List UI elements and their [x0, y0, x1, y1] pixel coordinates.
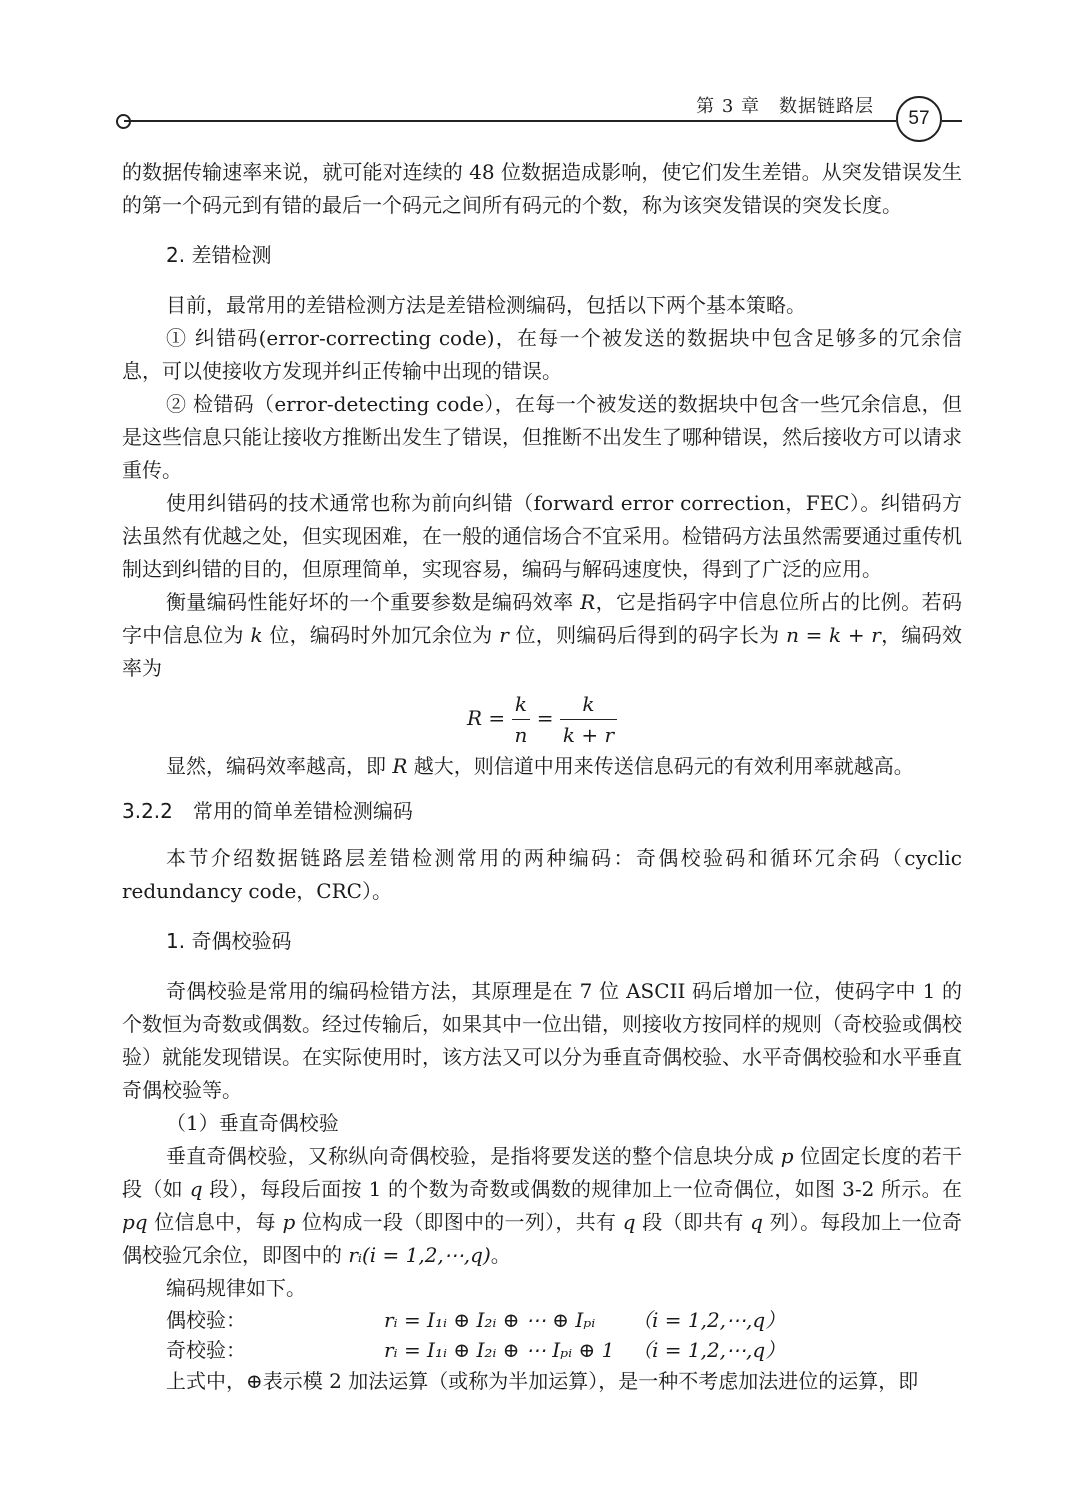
efficiency-equation: R = $\frac{k}{n}$ = $\frac{k}{k + r}$ — [122, 689, 962, 750]
subheading-error-detection: 2. 差错检测 — [166, 243, 272, 267]
chapter-title: 第 3 章 数据链路层 — [696, 96, 874, 117]
fraction: $\frac{k}{n}$ — [512, 689, 531, 750]
odd-parity-rule: 奇校验： rᵢ = I₁ᵢ ⊕ I₂ᵢ ⊕ ⋯ Iₚᵢ ⊕ 1 （i = 1,2,⋯,q） — [166, 1338, 786, 1362]
section-heading-322: 3.2.2 常用的简单差错检测编码 — [122, 799, 413, 823]
paragraph: 的数据传输速率来说，就可能对连续的 48 位数据造成影响，使它们发生差错。从突发错误发生的第一个码元到有错的最后一个码元之间所有码元的个数，称为该突发错误的突发长度。 — [122, 160, 962, 217]
header-rule — [124, 120, 896, 122]
page-body — [122, 156, 962, 1398]
paragraph: 奇偶校验是常用的编码检错方法，其原理是在 7 位 ASCII 码后增加一位，使码字中 1 的个数恒为奇数或偶数。经过传输后，如果其中一位出错，则接收方按同样的规则（奇校验或偶校验）就能发现错误。在实际使用时，该方法又可以分为垂直奇偶校验、水平奇偶校验和水平垂直奇偶校验等。 — [122, 979, 962, 1102]
fraction: $\frac{k}{k + r}$ — [560, 689, 617, 750]
paragraph-vertical-parity: 垂直奇偶校验，又称纵向奇偶校验，是指将要发送的整个信息块分成 p 位固定长度的若干段（如 q 段），每段后面按 1 的个数为奇数或偶数的规律加上一位奇偶位，如图 3-2 所示。在 pq 位信息中，每 p 位构成一段（即图中的一列），共有 q 段（即共有 q 列）。每段加上一位奇偶校验冗余位，即图中的 rᵢ(i = 1,2,⋯,q)。 — [122, 1144, 963, 1267]
paragraph-detecting-code: ② 检错码（error-detecting code），在每一个被发送的数据块中包含一些冗余信息，但是这些信息只能让接收方推断出发生了错误，但推断不出发生了哪种错误，然后接收方可以请求重传。 — [122, 392, 962, 482]
paragraph: 本节介绍数据链路层差错检测常用的两种编码：奇偶校验码和循环冗余码（cyclic redundancy code，CRC）。 — [122, 846, 962, 903]
page-header — [0, 0, 1080, 150]
paragraph: 编码规律如下。 — [166, 1276, 306, 1300]
paragraph: 使用纠错码的技术通常也称为前向纠错（forward error correction，FEC）。纠错码方法虽然有优越之处，但实现困难，在一般的通信场合不宜采用。检错码方法虽然需要通过重传机制达到纠错的目的，但原理简单，实现容易，编码与解码速度快，得到了广泛的应用。 — [122, 491, 962, 581]
paragraph-code-efficiency: 衡量编码性能好坏的一个重要参数是编码效率 R，它是指码字中信息位所占的比例。若码字中信息位为 k 位，编码时外加冗余位为 r 位，则编码后得到的码字长为 n = k + r，编码效率为 — [122, 590, 963, 680]
paragraph: 目前，最常用的差错检测方法是差错检测编码，包括以下两个基本策略。 — [166, 293, 806, 317]
even-parity-rule: 偶校验： rᵢ = I₁ᵢ ⊕ I₂ᵢ ⊕ ⋯ ⊕ Iₚᵢ （i = 1,2,⋯,q） — [166, 1308, 786, 1332]
page-number: 57 — [896, 96, 942, 142]
subheading-vertical-parity: （1）垂直奇偶校验 — [166, 1111, 339, 1135]
paragraph-correcting-code: ① 纠错码(error-correcting code)，在每一个被发送的数据块中包含足够多的冗余信息，可以使接收方发现并纠正传输中出现的错误。 — [122, 326, 962, 383]
header-rule-end — [942, 120, 962, 122]
subheading-parity: 1. 奇偶校验码 — [166, 929, 292, 953]
paragraph: 显然，编码效率越高，即 R 越大，则信道中用来传送信息码元的有效利用率就越高。 — [166, 754, 914, 778]
paragraph: 上式中，⊕表示模 2 加法运算（或称为半加运算），是一种不考虑加法进位的运算，即 — [166, 1369, 919, 1393]
